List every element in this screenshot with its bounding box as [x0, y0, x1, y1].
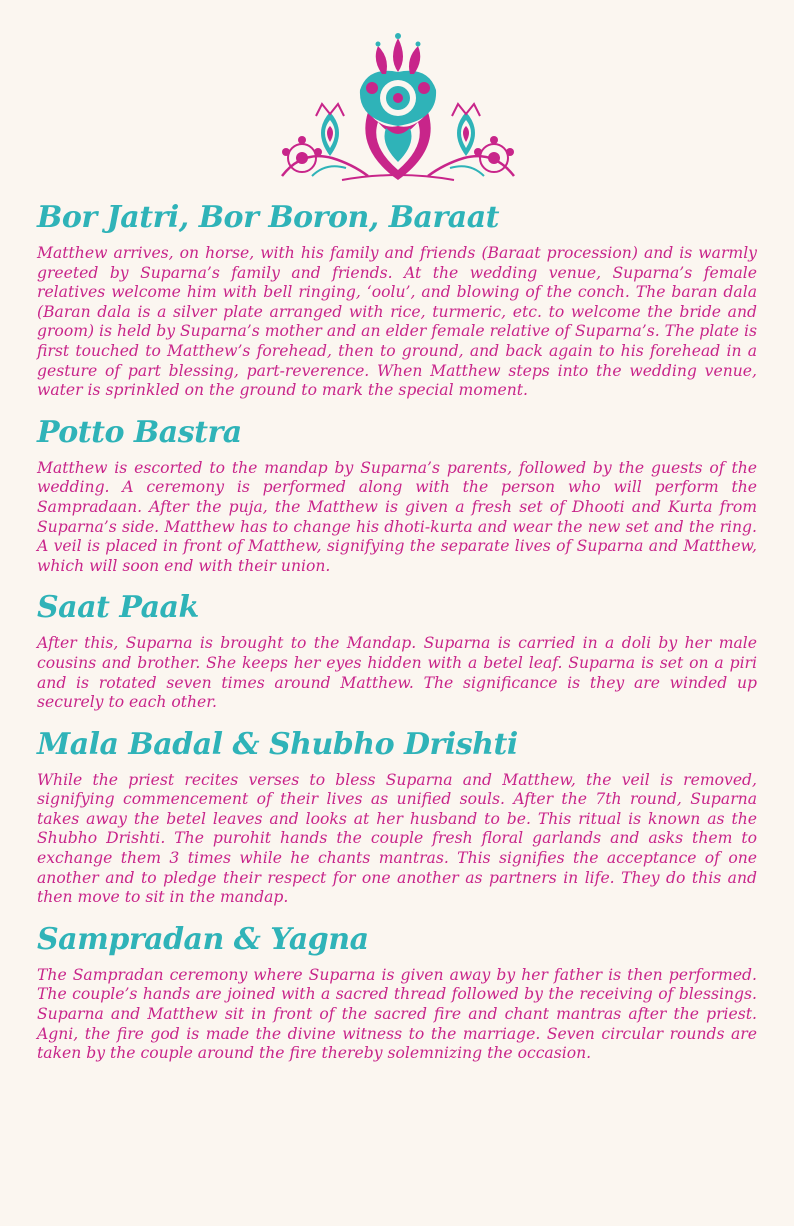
section-saat-paak [37, 590, 757, 712]
section-body: The Sampradan ceremony where Suparna is given away by her father is then performed. The couple’s hands are joined with a sacred thread followed by the receiving of blessings. Suparna and Matthew sit in front of the sacred fire and chant mantras after the priest. Agni, the fire god is made the divine witness to the marriage. Seven circular rounds are taken by the couple around the fire thereby solemnizing the occasion. [37, 965, 757, 1063]
section-body: Matthew is escorted to the mandap by Suparna’s parents, followed by the guests of the wedding. A ceremony is performed along with the person who will perform the Sampradaan. After the puja, the Matthew is given a fresh set of Dhooti and Kurta from Suparna’s side. Matthew has to change his dhoti-kurta and wear the new set and the ring. A veil is placed in front of Matthew, signifying the separate lives of Suparna and Matthew, which will soon end with their union. [37, 458, 757, 575]
section-potto-bastra [37, 415, 757, 577]
section-body: Matthew arrives, on horse, with his family and friends (Baraat procession) and is warmly greeted by Suparna’s family and friends. At the wedding venue, Suparna’s female relatives welcome him with bell ringing, ‘oolu’, and blowing of the conch. The baran dala (Baran dala is a silver plate arranged with rice, turmeric, etc. to welcome the bride and groom) is held by Suparna’s mother and an elder female relative of Suparna’s. The plate is first touched to Matthew’s forehead, then to ground, and back again to his forehead in a gesture of part blessing, part-reverence. When Matthew steps into the wedding venue, water is sprinkled on the ground to mark the special moment. [37, 244, 757, 400]
section-heading: Potto Bastra [37, 414, 242, 450]
section-body: After this, Suparna is brought to the Mandap. Suparna is carried in a doli by her male cousins and brother. She keeps her eyes hidden with a betel leaf. Suparna is set on a piri and is rotated seven times around Matthew. The significance is they are winded up securely to each other. [37, 634, 757, 712]
section-heading: Bor Jatri, Bor Boron, Baraat [37, 200, 500, 235]
section-bor-jatri [37, 200, 757, 401]
ceremony-content [37, 200, 757, 1078]
section-heading: Mala Badal & Shubho Drishti [37, 726, 518, 762]
section-body: While the priest recites verses to bless Suparna and Matthew, the veil is removed, signifying commencement of their lives as unified souls. After the 7th round, Suparna takes away the betel leaves and looks at her husband to be. This ritual is known as the Shubho Drishti. The purohit hands the couple fresh floral garlands and asks them to exchange them 3 times while he chants mantras. This signifies the acceptance of one another and to pledge their respect for one another as partners in life. They do this and then move to sit in the mandap. [37, 770, 757, 907]
section-sampradan [37, 922, 757, 1064]
section-heading: Sampradan & Yagna [37, 921, 369, 957]
section-heading: Saat Paak [37, 590, 199, 626]
section-mala-badal [37, 727, 757, 908]
lotus-paisley-ornament-icon [272, 30, 524, 188]
